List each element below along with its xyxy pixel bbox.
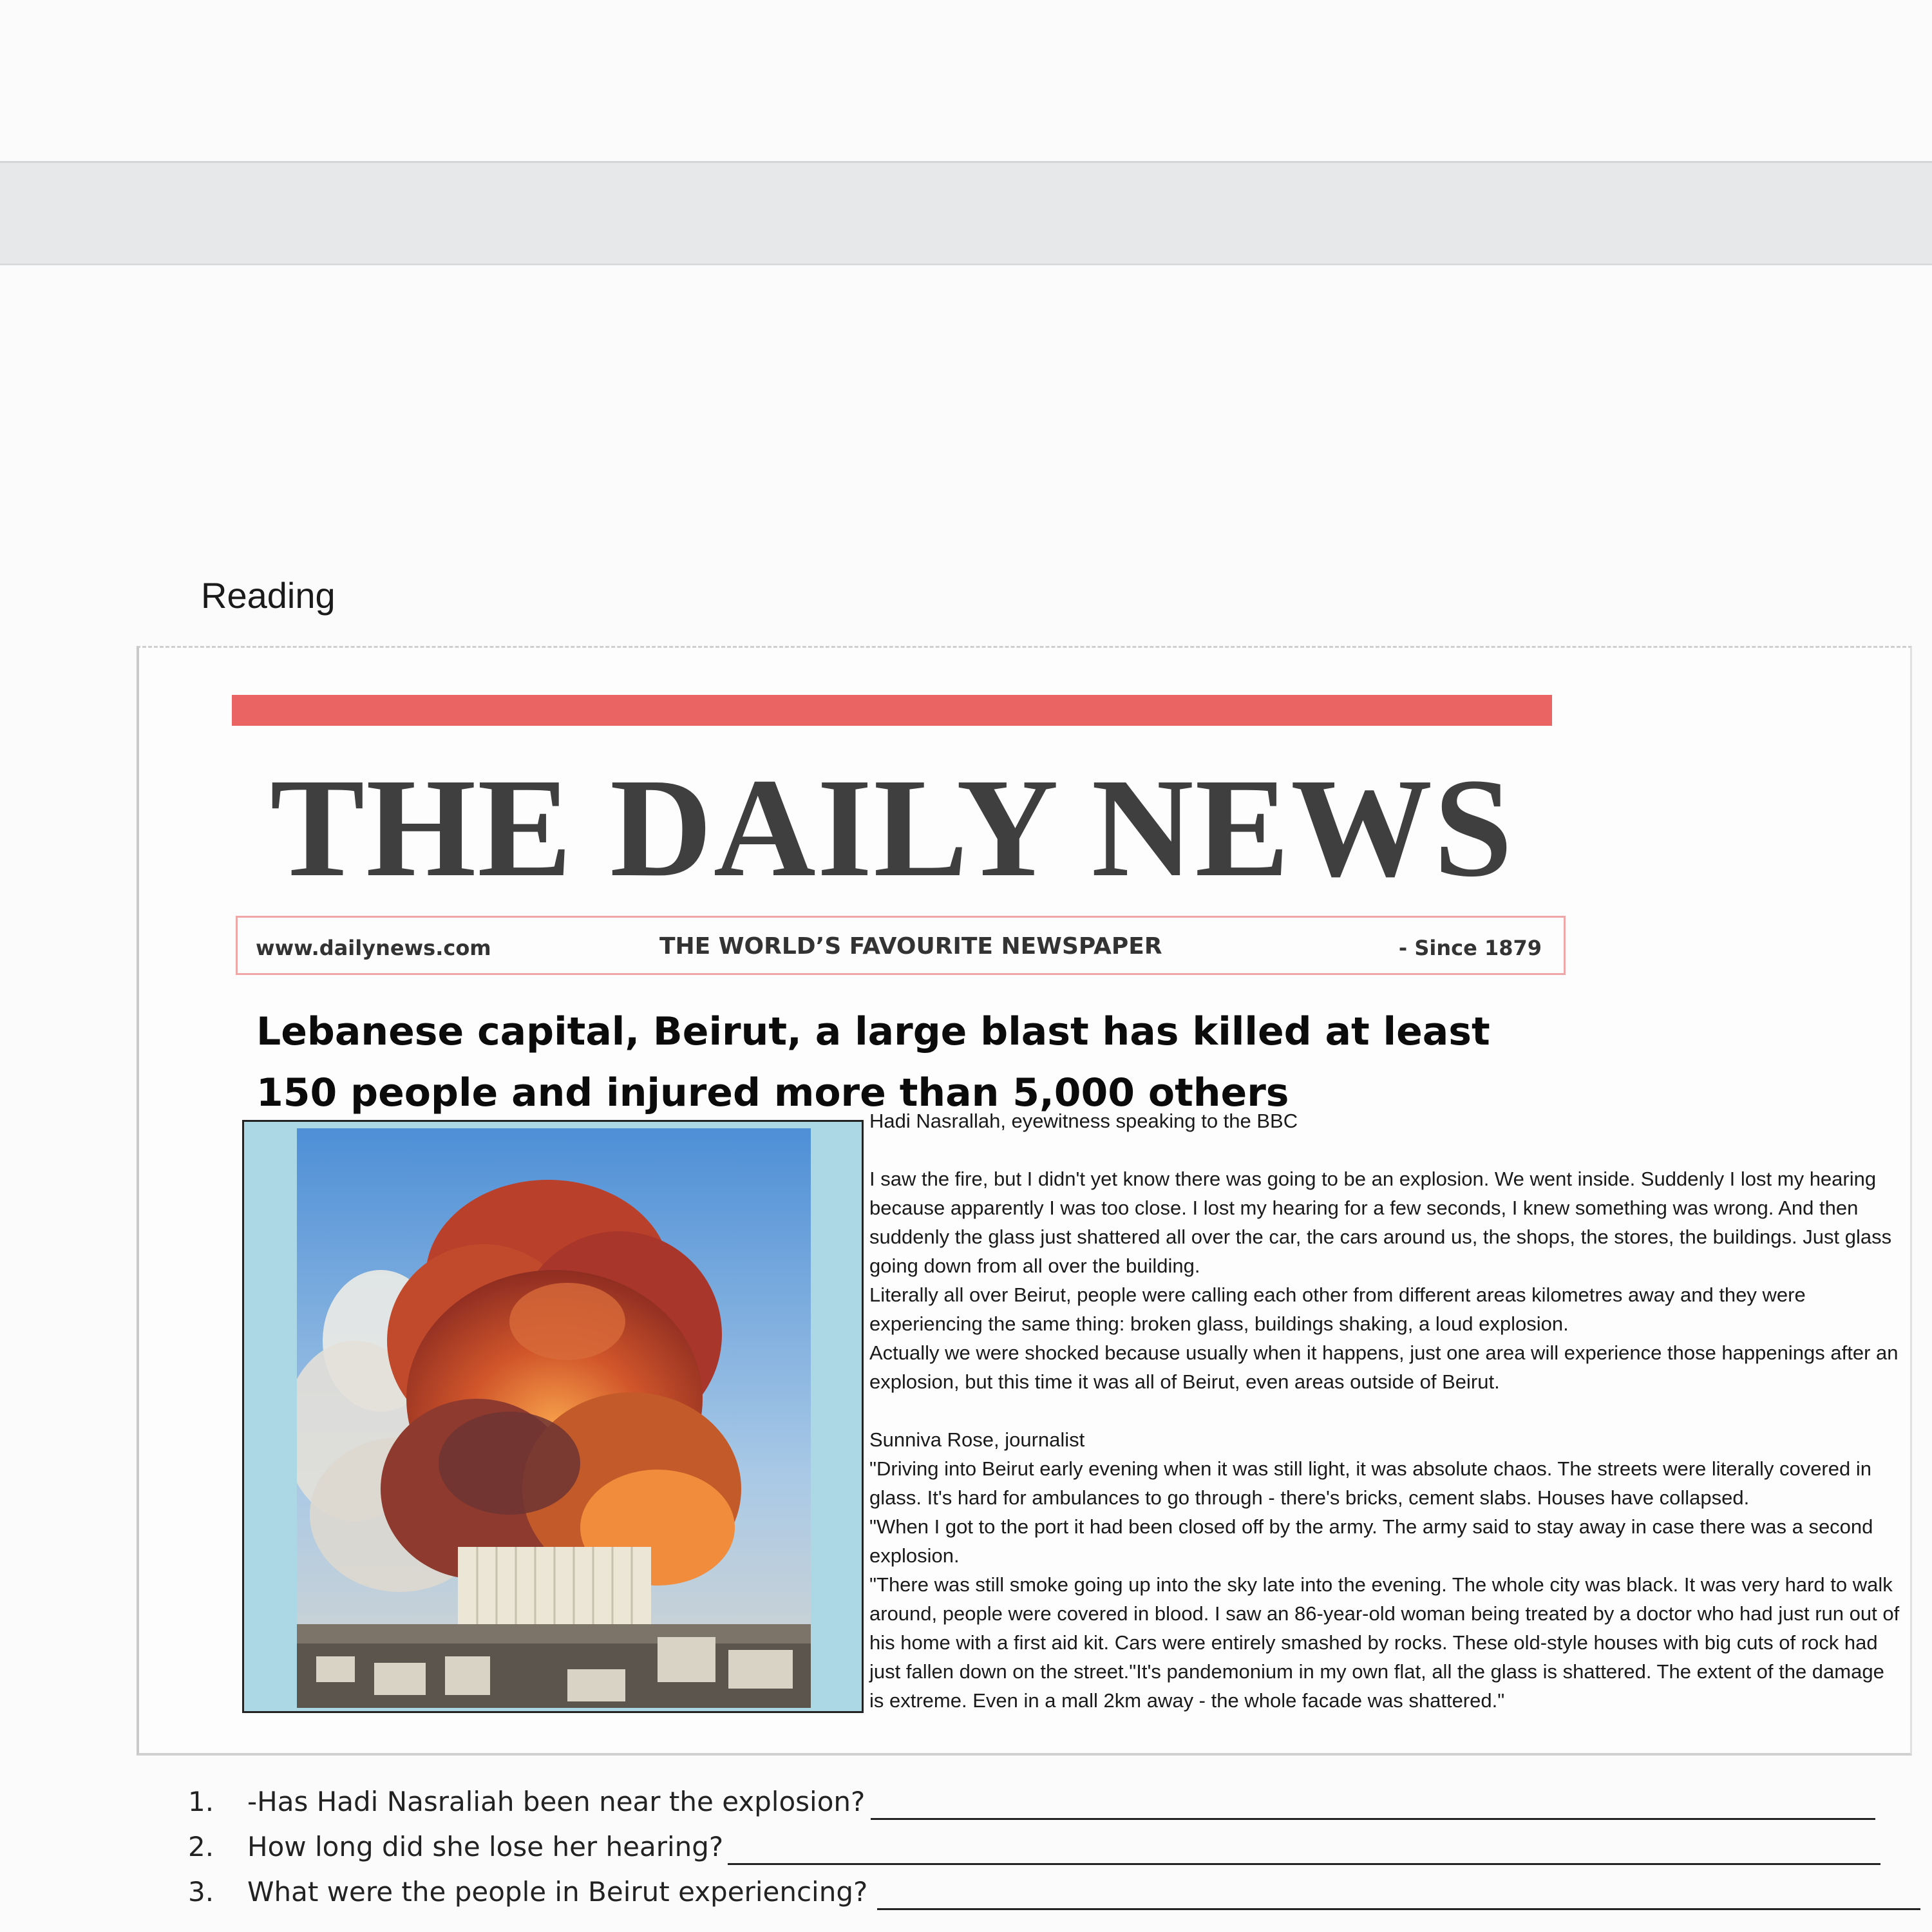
witness2-paragraph-3: "There was still smoke going up into the sky late into the evening. The whole city was black. It was very hard to walk around, people were covered in blood. I saw an 86-year-old woman being treated by a doctor who had just run out of his home with a first aid kit. Cars were entirely smashed by rocks. These old-style houses with big cuts of rock had just fallen down on the street."It's pandemonium in my own flat, all the glass is shattered. The extent of the damage is extreme. Even in a mall 2km away - the whole facade was shattered." bbox=[869, 1573, 1900, 1712]
headline: Lebanese capital, Beirut, a large blast has killed at least 150 people and injured more than 5,000 others bbox=[256, 1009, 1490, 1115]
question-text: -Has Hadi Nasraliah been near the explosion? bbox=[247, 1786, 866, 1817]
slogan-text: THE WORLD’S FAVOURITE NEWSPAPER bbox=[659, 933, 1162, 960]
explosion-photo bbox=[242, 1120, 864, 1713]
masthead-title: THE DAILY NEWS bbox=[270, 749, 1514, 906]
witness1-paragraph-1: I saw the fire, but I didn't yet know there was going to be an explosion. We went inside. Suddenly I lost my hearing because apparently I was too close. I lost my hearing for a few seconds, I knew something was wrong. And then suddenly the glass just shattered all over the car, the cars around us, the shops, the stores, the buildings. Just glass going down from all over the building. bbox=[869, 1168, 1892, 1277]
question-item bbox=[188, 1783, 1927, 1828]
witness1-paragraph-3: Actually we were shocked because usually when it happens, just one area will experience those happenings after an explosion, but this time it was all of Beirut, even areas outside of Beirut. bbox=[869, 1341, 1899, 1393]
masthead-red-bar bbox=[232, 695, 1552, 726]
question-item bbox=[188, 1828, 1927, 1873]
witness1-intro: Hadi Nasrallah, eyewitness speaking to the BBC bbox=[869, 1110, 1298, 1132]
witness1-paragraph-2: Literally all over Beirut, people were calling each other from different areas kilometres away and they were experiencing the same thing: broken glass, buildings shaking, a loud explosion. bbox=[869, 1283, 1806, 1335]
witness2-paragraph-1: "Driving into Beirut early evening when it was still light, it was absolute chaos. The streets were literally covered in glass. It's hard for ambulances to go through - there's bricks, cement slabs. Houses have collapsed. bbox=[869, 1457, 1871, 1509]
tagline-box bbox=[236, 916, 1566, 975]
question-number: 2. bbox=[188, 1831, 214, 1862]
section-label: Reading bbox=[201, 575, 336, 616]
answer-line[interactable] bbox=[728, 1863, 1880, 1865]
question-number: 3. bbox=[188, 1876, 214, 1908]
witness2-paragraph-2: "When I got to the port it had been closed off by the army. The army said to stay away in case there was a second explosion. bbox=[869, 1515, 1873, 1567]
question-text: What were the people in Beirut experiencing? bbox=[247, 1876, 868, 1908]
answer-line[interactable] bbox=[871, 1818, 1875, 1820]
article-body bbox=[869, 1106, 1900, 1715]
question-list bbox=[188, 1783, 1927, 1918]
question-item bbox=[188, 1873, 1927, 1918]
explosion-image bbox=[297, 1128, 811, 1708]
since-text: - Since 1879 bbox=[1398, 936, 1542, 960]
question-number: 1. bbox=[188, 1786, 214, 1817]
top-gray-band bbox=[0, 161, 1932, 265]
website-text: www.dailynews.com bbox=[256, 936, 491, 960]
answer-line[interactable] bbox=[877, 1908, 1920, 1910]
witness2-intro: Sunniva Rose, journalist bbox=[869, 1428, 1085, 1451]
question-text: How long did she lose her hearing? bbox=[247, 1831, 724, 1862]
